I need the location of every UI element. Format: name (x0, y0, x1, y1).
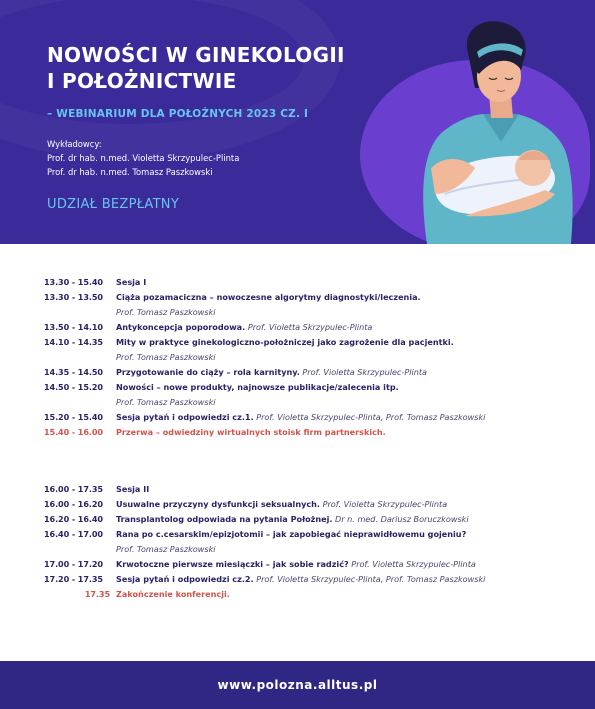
session-label: Sesja II (116, 484, 150, 494)
agenda-topic: Sesja pytań i odpowiedzi cz.2. (116, 574, 254, 584)
agenda-speaker: Prof. Violetta Skrzypulec-Plinta (247, 322, 373, 332)
website-link[interactable]: www.polozna.alltus.pl (217, 678, 378, 692)
agenda-speaker: Prof. Violetta Skrzypulec-Plinta (322, 499, 448, 509)
lecturers-block (47, 137, 367, 179)
session-1 (44, 275, 564, 440)
agenda-item (44, 290, 564, 305)
program-schedule (44, 275, 564, 620)
agenda-item (44, 512, 564, 527)
end-text: Zakończenie konferencji. (116, 589, 230, 599)
agenda-topic: Rana po c.cesarskim/epizjotomii – jak zapobiegać nieprawidłowemu gojeniu? (116, 529, 467, 539)
agenda-topic: Sesja pytań i odpowiedzi cz.1. (116, 412, 254, 422)
agenda-topic: Nowości – nowe produkty, najnowsze publikacje/zalecenia itp. (116, 382, 399, 392)
agenda-time: 14.50 - 15.20 (44, 382, 103, 392)
agenda-topic: Antykoncepcja poporodowa. (116, 322, 246, 332)
agenda-time: 15.20 - 15.40 (44, 412, 103, 422)
agenda-topic: Ciąża pozamaciczna – nowoczesne algorytmy diagnostyki/leczenia. (116, 292, 421, 302)
lecturers-label: Wykładowcy: (47, 139, 102, 149)
agenda-item (44, 365, 564, 380)
agenda-time: 16.00 - 16.20 (44, 499, 103, 509)
nurse-holding-baby-illustration (405, 18, 580, 244)
agenda-item (44, 497, 564, 512)
agenda-time: 14.10 - 14.35 (44, 337, 103, 347)
agenda-time: 17.00 - 17.20 (44, 559, 103, 569)
agenda-speaker: Prof. Tomasz Paszkowski (116, 544, 216, 554)
break-text: Przerwa – odwiedziny wirtualnych stoisk firm partnerskich. (116, 427, 386, 437)
agenda-speaker: Prof. Violetta Skrzypulec-Plinta (302, 367, 427, 377)
agenda-topic: Mity w praktyce ginekologiczno-położniczej jako zagrożenie dla pacjentki. (116, 337, 454, 347)
end-time: 17.35 (84, 589, 110, 599)
break-time: 15.40 - 16.00 (44, 427, 103, 437)
session-header (44, 482, 564, 497)
agenda-time: 13.30 - 13.50 (44, 292, 103, 302)
agenda-item (44, 527, 564, 542)
agenda-time: 16.20 - 16.40 (44, 514, 103, 524)
session-time: 16.00 - 17.35 (44, 484, 103, 494)
lecturer-1: Prof. dr hab. n.med. Violetta Skrzypulec-Plinta (47, 153, 240, 163)
free-participation-label: UDZIAŁ BEZPŁATNY (47, 197, 180, 212)
lecturer-2: Prof. dr hab. n.med. Tomasz Paszkowski (47, 167, 213, 177)
agenda-topic: Transplantolog odpowiada na pytania Położnej. (116, 514, 333, 524)
title-line-2: I POŁOŻNICTWIE (47, 69, 237, 93)
agenda-time: 14.35 - 14.50 (44, 367, 103, 377)
page-subtitle: – WEBINARIUM DLA POŁOŻNYCH 2023 CZ. I (47, 108, 309, 120)
agenda-speaker: Prof. Tomasz Paszkowski (116, 307, 216, 317)
break-item (44, 425, 564, 440)
session-label: Sesja I (116, 277, 147, 287)
agenda-topic: Krwotoczne pierwsze miesiączki – jak sobie radzić? (116, 559, 349, 569)
agenda-item (44, 380, 564, 395)
agenda-speaker: Dr n. med. Dariusz Boruczkowski (335, 514, 469, 524)
page-title (47, 42, 387, 94)
header-banner (0, 0, 595, 244)
footer (0, 661, 595, 709)
agenda-topic: Przygotowanie do ciąży – rola karnityny. (116, 367, 300, 377)
agenda-time: 16.40 - 17.00 (44, 529, 103, 539)
end-item (44, 587, 564, 602)
agenda-speaker: Prof. Violetta Skrzypulec-Plinta, Prof. Tomasz Paszkowski (256, 574, 486, 584)
agenda-item (44, 410, 564, 425)
agenda-item (44, 557, 564, 572)
session-header (44, 275, 564, 290)
agenda-item (44, 335, 564, 350)
agenda-speaker: Prof. Violetta Skrzypulec-Plinta, Prof. Tomasz Paszkowski (256, 412, 486, 422)
title-line-1: NOWOŚCI W GINEKOLOGII (47, 43, 345, 67)
agenda-item (44, 320, 564, 335)
agenda-time: 13.50 - 14.10 (44, 322, 103, 332)
agenda-time: 17.20 - 17.35 (44, 574, 103, 584)
agenda-speaker: Prof. Tomasz Paszkowski (116, 352, 216, 362)
agenda-topic: Usuwalne przyczyny dysfunkcji seksualnych. (116, 499, 321, 509)
agenda-item (44, 572, 564, 587)
agenda-speaker: Prof. Violetta Skrzypulec-Plinta (351, 559, 476, 569)
agenda-speaker: Prof. Tomasz Paszkowski (116, 397, 216, 407)
session-time: 13.30 - 15.40 (44, 277, 103, 287)
session-2 (44, 482, 564, 602)
